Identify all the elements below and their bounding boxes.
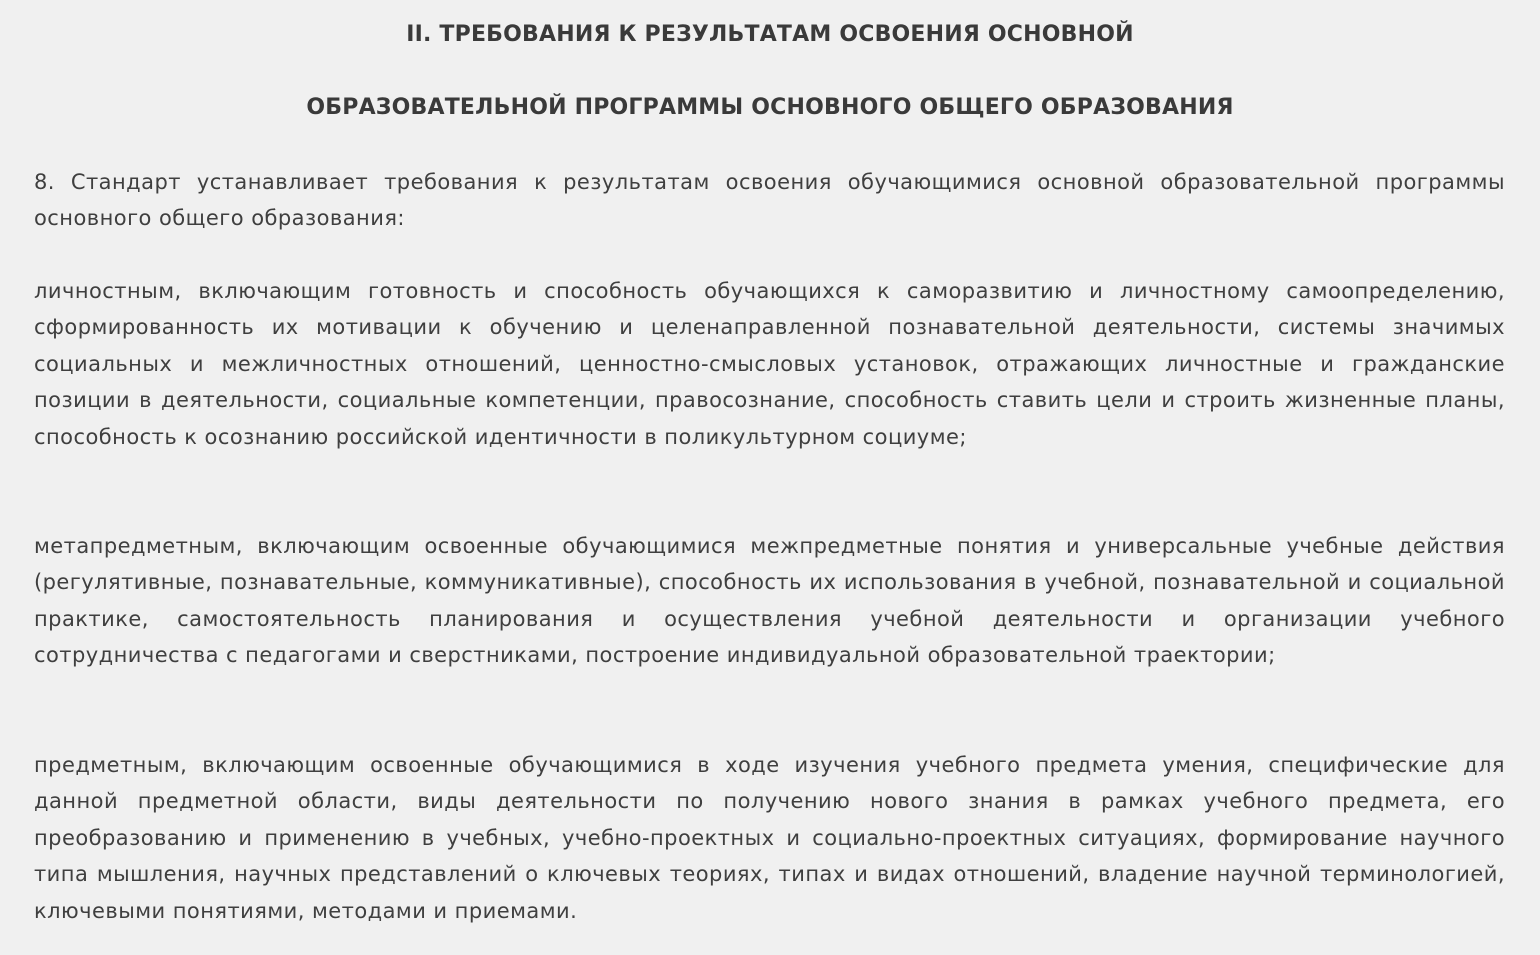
section-heading-line-2: ОБРАЗОВАТЕЛЬНОЙ ПРОГРАММЫ ОСНОВНОГО ОБЩЕГО ОБРАЗОВАНИЯ — [306, 95, 1234, 120]
paragraph-metasubject-results: метапредметным, включающим освоенные обучающимися межпредметные понятия и универсальные учебные действия (регулятивные, познавательные, коммуникативные), способность их использования в учебной, познавательной и социальной практике, самостоятельность планирования и осуществления учебной деятельности и организации учебного сотрудничества с педагогами и сверстниками, построение индивидуальной образовательной траектории; — [34, 534, 1505, 668]
section-heading-line-1: II. ТРЕБОВАНИЯ К РЕЗУЛЬТАТАМ ОСВОЕНИЯ ОСНОВНОЙ — [406, 22, 1134, 47]
paragraph-standard-intro: 8. Стандарт устанавливает требования к результатам освоения обучающимися основной образовательной программы основного общего образования: — [34, 170, 1505, 231]
paragraph-personal-results: личностным, включающим готовность и способность обучающихся к саморазвитию и личностному самоопределению, сформированность их мотивации к обучению и целенаправленной познавательной деятельности, системы значимых социальных и межличностных отношений, ценностно-смысловых установок, отражающих личностные и гражданские позиции в деятельности, социальные компетенции, правосознание, способность ставить цели и строить жизненные планы, способность к осознанию российской идентичности в поликультурном социуме; — [34, 279, 1505, 449]
paragraph-subject-results: предметным, включающим освоенные обучающимися в ходе изучения учебного предмета умения, специфические для данной предметной области, виды деятельности по получению нового знания в рамках учебного предмета, его преобразованию и применению в учебных, учебно-проектных и социально-проектных ситуациях, формирование научного типа мышления, научных представлений о ключевых теориях, типах и видах отношений, владение научной терминологией, ключевыми понятиями, методами и приемами. — [34, 753, 1505, 923]
